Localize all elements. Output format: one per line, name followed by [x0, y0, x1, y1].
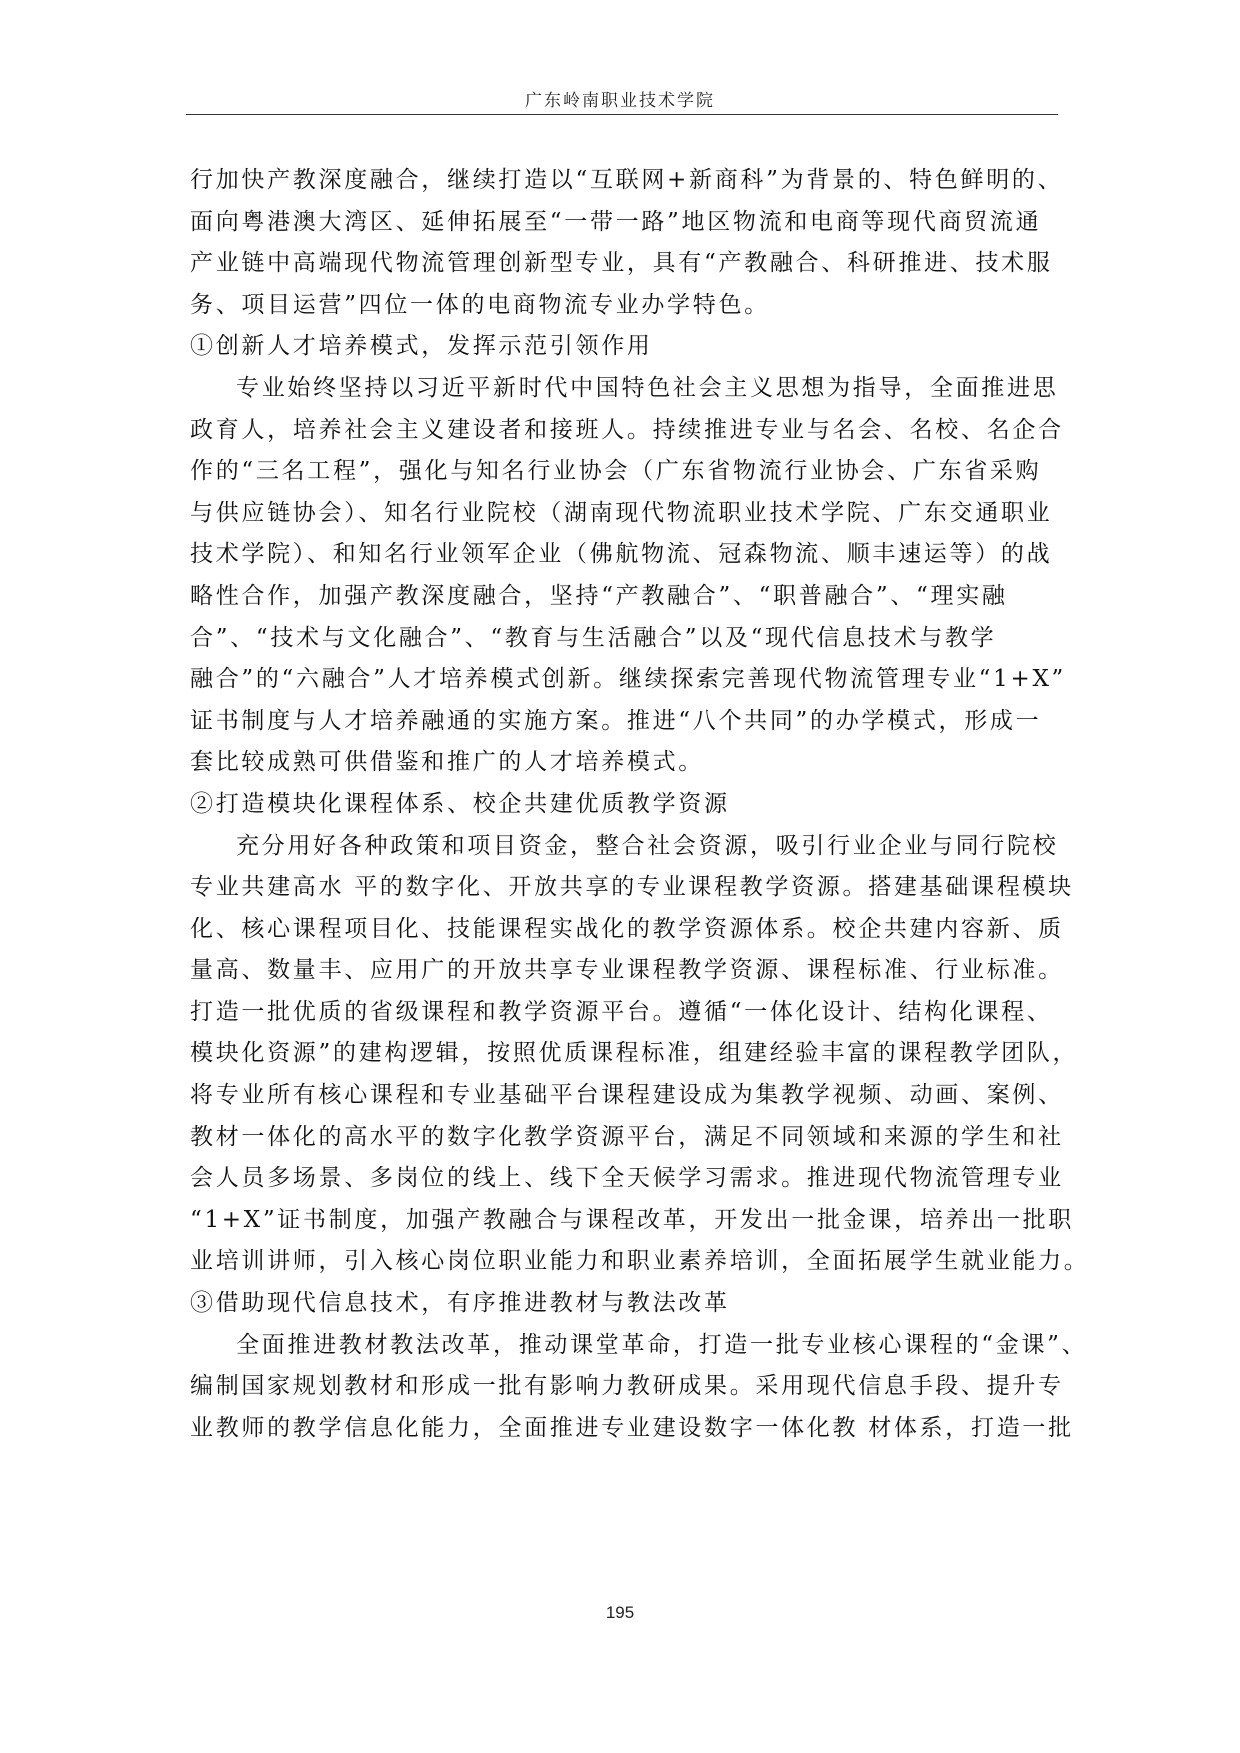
body-line: 打造一批优质的省级课程和教学资源平台。遵循“一体化设计、结构化课程、	[190, 998, 1053, 1025]
body-line: 教材一体化的高水平的数字化教学资源平台，满足不同领域和来源的学生和社	[190, 1123, 1064, 1150]
body-line: 行加快产教深度融合，继续打造以“互联网+新商科”为背景的、特色鲜明的、	[190, 167, 1064, 193]
body-line: 业教师的教学信息化能力，全面推进专业建设数字一体化教 材体系，打造一批	[190, 1414, 1074, 1441]
body-line: 技术学院）、和知名行业领军企业（佛航物流、冠森物流、顺丰速运等）的战	[190, 541, 1053, 568]
body-line: 政育人，培养社会主义建设者和接班人。持续推进专业与名会、名校、名企合	[190, 416, 1064, 443]
body-line: 证书制度与人才培养融通的实施方案。推进“八个共同”的办学模式，形成一	[190, 707, 1042, 734]
body-line: 务、项目运营”四位一体的电商物流专业办学特色。	[190, 291, 770, 318]
section-heading-3: ③借助现代信息技术，有序推进教材与教法改革	[190, 1290, 730, 1317]
body-line: 业培训讲师，引入核心岗位职业能力和职业素养培训，全面拓展学生就业能力。	[190, 1248, 1090, 1275]
body-line: 面向粤港澳大湾区、延伸拓展至“一带一路”地区物流和电商等现代商贸流通	[190, 208, 1042, 235]
body-line: 编制国家规划教材和形成一批有影响力教研成果。采用现代信息手段、提升专	[190, 1373, 1064, 1400]
body-line: 合”、“技术与文化融合”、“教育与生活融合”以及“现代信息技术与教学	[190, 624, 997, 651]
body-line: 专业始终坚持以习近平新时代中国特色社会主义思想为指导，全面推进思	[236, 374, 1059, 401]
header-title: 广东岭南职业技术学院	[525, 91, 715, 111]
header-divider	[186, 114, 1058, 115]
body-line: 会人员多场景、多岗位的线上、线下全天候学习需求。推进现代物流管理专业	[190, 1165, 1064, 1192]
body-line: 化、核心课程项目化、技能课程实战化的教学资源体系。校企共建内容新、质	[190, 915, 1064, 942]
body-line: 略性合作，加强产教深度融合，坚持“产教融合”、“职普融合”、“理实融	[190, 582, 1008, 609]
body-line: 与供应链协会）、知名行业院校（湖南现代物流职业技术学院、广东交通职业	[190, 499, 1053, 526]
body-line: 全面推进教材教法改革，推动课堂革命，打造一批专业核心课程的“金课”、	[236, 1331, 1088, 1358]
body-line: 充分用好各种政策和项目资金，整合社会资源，吸引行业企业与同行院校	[236, 832, 1059, 859]
body-line: 融合”的“六融合”人才培养模式创新。继续探索完善现代物流管理专业“1+X”	[190, 666, 1066, 693]
body-line: 产业链中高端现代物流管理创新型专业，具有“产教融合、科研推进、技术服	[190, 250, 1053, 277]
body-line: 作的“三名工程”，强化与知名行业协会（广东省物流行业协会、广东省采购	[190, 458, 1042, 485]
body-text	[190, 160, 1090, 1449]
page-number: 195	[605, 1603, 635, 1622]
body-line: 专业共建高水 平的数字化、开放共享的专业课程教学资源。搭建基础课程模块	[190, 874, 1074, 901]
body-line: 模块化资源”的建构逻辑，按照优质课程标准，组建经验丰富的课程教学团队，	[190, 1040, 1079, 1067]
section-heading-1: ①创新人才培养模式，发挥示范引领作用	[190, 333, 653, 360]
body-line: “1+X”证书制度，加强产教融合与课程改革，开发出一批金课，培养出一批职	[190, 1206, 1074, 1233]
body-line: 将专业所有核心课程和专业基础平台课程建设成为集教学视频、动画、案例、	[190, 1082, 1064, 1109]
body-line: 量高、数量丰、应用广的开放共享专业课程教学资源、课程标准、行业标准。	[190, 957, 1064, 984]
body-line: 套比较成熟可供借鉴和推广的人才培养模式。	[190, 749, 704, 776]
section-heading-2: ②打造模块化课程体系、校企共建优质教学资源	[190, 790, 730, 817]
